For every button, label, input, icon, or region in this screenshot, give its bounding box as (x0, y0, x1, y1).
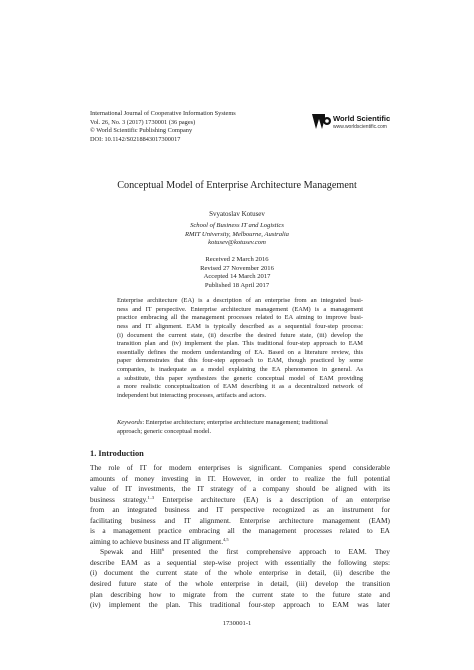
affiliation-university: RMIT University, Melbourne, Australia (185, 230, 289, 238)
page-number: 1730001-1 (222, 620, 252, 627)
body-text-run: aiming to achieve business and IT alignment. (90, 536, 224, 546)
date-revised: Revised 27 November 2016 (200, 264, 274, 272)
date-received: Received 2 March 2016 (205, 256, 269, 263)
keywords-text-continued: approach; generic conceptual model. (117, 427, 212, 435)
body-line: from an integrated business and IT perspective recognized as an instrument for (90, 505, 390, 515)
doi-line: DOI: 10.1142/S0218843017300017 (90, 135, 181, 143)
copyright-line: © World Scientific Publishing Company (90, 127, 193, 135)
journal-volume: Vol. 26, No. 3 (2017) 1730001 (36 pages) (90, 118, 196, 126)
body-line: is a management practice embracing all the management processes related to EA (90, 526, 390, 536)
abstract-line: a substitute, this paper synthesizes the generic conceptual model of EAM providing (117, 374, 363, 382)
world-scientific-logo-icon (312, 112, 331, 131)
abstract-line: (i) document the current state, (ii) describe the desired future state, (iii) develop the (117, 331, 363, 339)
keywords-text: : Enterprise architecture; enterprise architecture management; traditional (142, 419, 328, 426)
publisher-url: www.worldscientific.com (333, 124, 387, 130)
abstract-line: companies, is inadequate as a model explaining the EA phenomenon in general. As (117, 366, 363, 373)
journal-info (90, 110, 340, 144)
publisher-name: World Scientific (333, 114, 391, 123)
date-published: Published 18 April 2017 (204, 281, 270, 289)
body-line: (i) document the current state of the whole enterprise in detail, (ii) describe the (90, 568, 390, 578)
citation-superscript: 6 (161, 547, 165, 553)
date-accepted: Accepted 14 March 2017 (203, 273, 271, 280)
keywords-label: Keywords (117, 419, 143, 426)
body-text (90, 463, 390, 611)
paper-title: Conceptual Model of Enterprise Architecture Management (117, 180, 357, 191)
publication-dates (0, 256, 474, 290)
abstract-line: paper demonstrates that this four-step approach to EAM, though practiced by some (117, 357, 363, 365)
body-line (90, 495, 390, 506)
abstract (117, 297, 363, 401)
author-email: kotusev@kotusev.com (208, 239, 266, 246)
abstract-line: practice embracing all the management processes related to EA aiming to improve busi- (117, 314, 363, 322)
body-text-run: Spewak and Hill (100, 547, 162, 557)
body-line: plan describing how to migrate from the current state to the future state and (90, 589, 390, 599)
body-line (90, 547, 390, 558)
body-text-run: presented the first comprehensive approach to EAM. They (164, 547, 390, 557)
body-line: The role of IT for modern enterprises is significant. Companies spend considerable (90, 463, 390, 472)
body-line: facilitating business and IT alignment. Enterprise architecture management (EAM) (90, 515, 390, 525)
abstract-line: ness and IT alignment. EAM is typically described as a sequential four-step process: (117, 322, 363, 330)
publisher-logo (312, 112, 422, 134)
citation-superscript: 1–3 (147, 494, 155, 500)
abstract-line: essentially defines the modern understanding of EA. Based on a literature review, this (117, 348, 363, 356)
author-affiliation (0, 222, 474, 248)
body-line: (iv) implement the plan. This traditional four-step approach to EAM was later (90, 600, 390, 610)
body-text-run: Enterprise architecture (EA) is a description of an enterprise (154, 494, 390, 504)
journal-name: International Journal of Cooperative Information Systems (90, 110, 236, 117)
citation-superscript: 4,5 (223, 536, 229, 542)
abstract-line: Enterprise architecture (EA) is a description of an enterprise from an integrated busi- (117, 297, 363, 304)
abstract-line: independent but interacting processes, artifacts and actors. (117, 391, 267, 399)
body-line (90, 537, 390, 548)
body-text-run: business strategy. (90, 494, 148, 504)
section-heading: 1. Introduction (90, 449, 144, 458)
body-line: desired future state of the whole enterprise in detail, (iii) develop the transition (90, 579, 390, 589)
body-line: amounts of money investing in IT. However, in order to realize the full potential (90, 473, 390, 483)
abstract-line: transition plan and (iv) implement the plan. This traditional four-step approach to EAM (117, 340, 363, 348)
body-line: describe EAM as a sequential step-wise project with essentially the following steps: (90, 557, 390, 567)
affiliation-school: School of Business IT and Logistics (190, 222, 284, 229)
author-name: Svyatoslav Kotusev (209, 210, 265, 218)
body-line: value of IT investments, the IT strategy of a company should be aligned with its (90, 484, 390, 494)
abstract-line: a more realistic conceptualization of EAM describing it as a decentralized network of (117, 383, 363, 391)
keywords (117, 419, 363, 436)
abstract-line: ness and IT perspective. Enterprise architecture management (EAM) is a management (117, 305, 363, 313)
